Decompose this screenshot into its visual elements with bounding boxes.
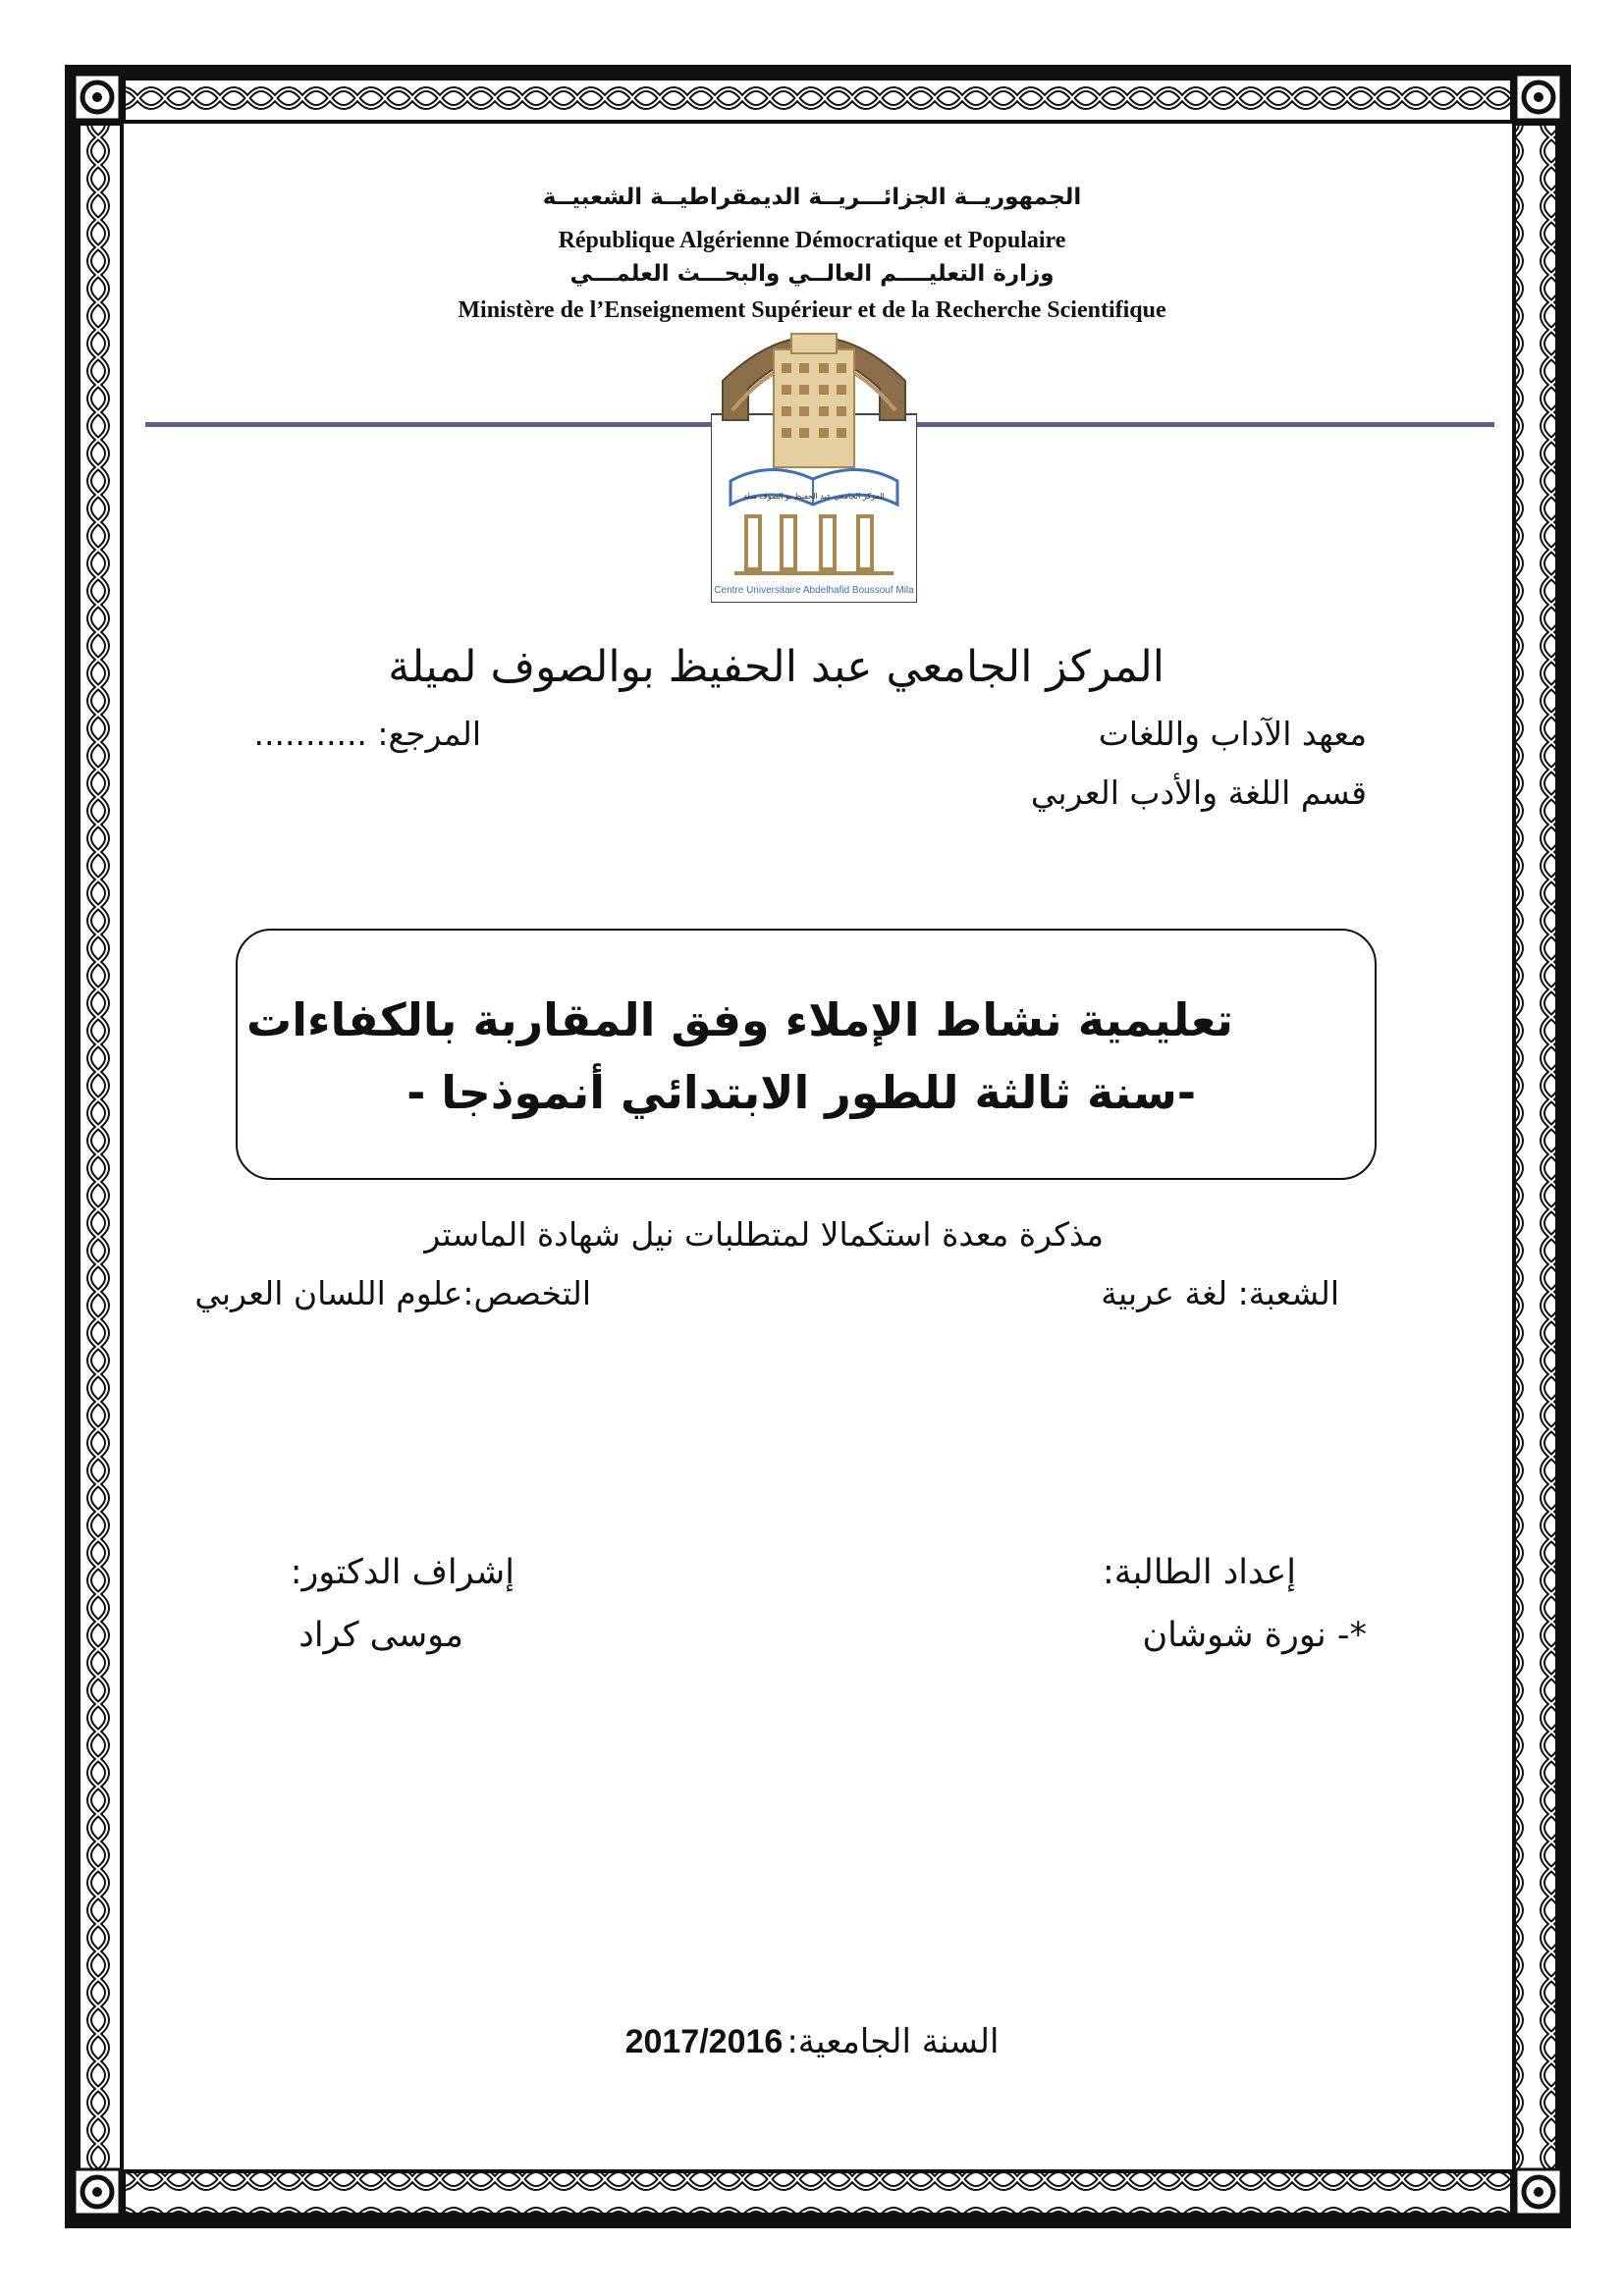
republic-arabic: الجمهوريــة الجزائـــريــة الديمقراطيــة الشعبيــة	[542, 185, 1082, 210]
supervisor-name: موسى كراد	[298, 1616, 463, 1655]
thesis-title-box	[236, 929, 1377, 1180]
republic-french: République Algérienne Démocratique et Populaire	[558, 228, 1066, 253]
academic-year-value: 2017/2016	[624, 2023, 784, 2060]
logo-caption: Centre Universitaire Abdelhafid Boussouf Mila	[714, 585, 914, 596]
corner-ornament-top-left	[75, 75, 120, 120]
branch: الشعبة: لغة عربية	[1101, 1274, 1339, 1312]
academic-year	[0, 2022, 1624, 2061]
institute-name: معهد الآداب واللغات	[1098, 715, 1367, 753]
reference-field: المرجع: ...........	[253, 715, 481, 753]
student-label: إعداد الطالبة:	[1103, 1553, 1296, 1592]
ministry-arabic: وزارة التعليــــم العالــي والبحـــث العلمـــي	[569, 261, 1055, 287]
academic-year-label: السنة الجامعية:	[786, 2022, 1000, 2061]
thesis-purpose: مذكرة معدة استكمالا لمتطلبات نيل شهادة الماستر	[424, 1215, 1104, 1254]
department-name: قسم اللغة والأدب العربي	[1030, 774, 1367, 812]
ministry-french: Ministère de l’Enseignement Supérieur et de la Recherche Scientifique	[458, 297, 1166, 323]
corner-ornament-bottom-right	[1516, 2169, 1561, 2215]
corner-ornament-bottom-left	[75, 2169, 120, 2215]
supervisor-label: إشراف الدكتور:	[290, 1553, 514, 1592]
specialty: التخصص:علوم اللسان العربي	[194, 1274, 591, 1312]
thesis-title-line1: تعليمية نشاط الإملاء وفق المقاربة بالكفاءات	[246, 993, 1233, 1046]
logo-ribbon-text: المركز الجامعي عبد الحفيظ بو الصوف ميلة	[743, 492, 885, 501]
corner-ornament-top-right	[1516, 75, 1561, 120]
university-logo	[711, 312, 917, 603]
center-name: المركز الجامعي عبد الحفيظ بوالصوف لميلة	[388, 642, 1164, 692]
student-name: *- نورة شوشان	[1142, 1616, 1367, 1655]
thesis-title-line2: -سنة ثالثة للطور الابتدائي أنموذجا -	[406, 1066, 1196, 1119]
